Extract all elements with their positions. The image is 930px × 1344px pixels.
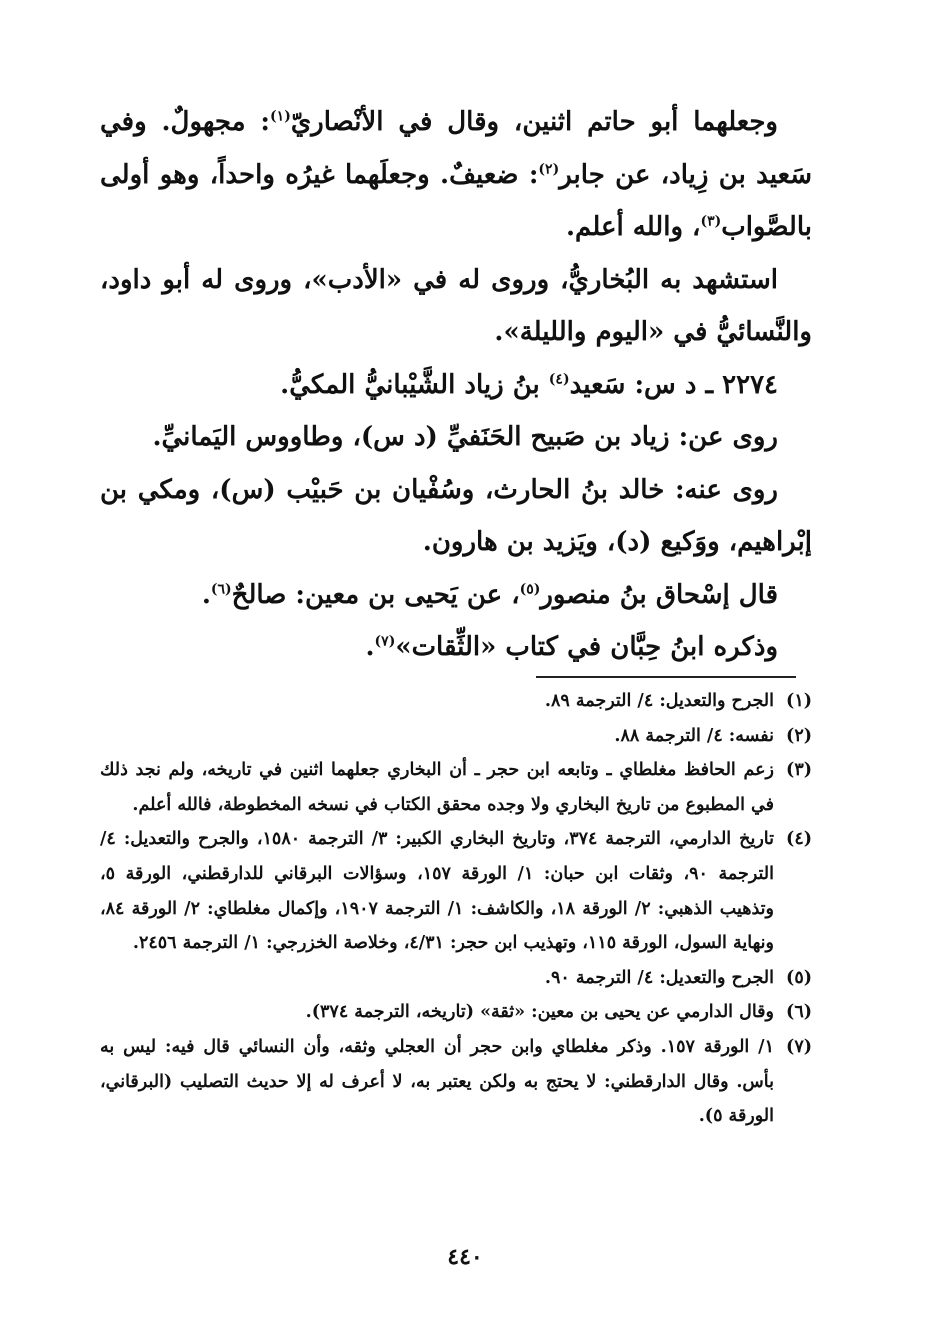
footnote-text: وقال الدارمي عن يحيى بن معين: «ثقة» (تاريخه، الترجمة ٣٧٤). [305, 1002, 774, 1023]
text-segment: . [365, 632, 375, 662]
footnote-text: ١/ الورقة ١٥٧. وذكر مغلطاي وابن حجر أن العجلي وثقه، وأن النسائي قال فيه: ليس به بأس. وقال الدارقطني: لا يحتج به ولكن يعتبر به، لا أعرف له إلا حديث التصليب (البرقاني، الورقة ٥). [100, 1036, 774, 1127]
footnote-marker: (٧) [374, 633, 396, 650]
footnote-marker: (٦) [210, 580, 232, 597]
text-segment: ٢٢٧٤ ـ د س: سَعيد [569, 369, 778, 400]
text-segment: روى عنه: خالد بنُ الحارث، وسُفْيان بن حَبيْب (س)، ومكي بن إبْراهيم، ووَكيع (د)، ويَزيد بن هارون. [100, 474, 812, 557]
footnote-number: (٦) [786, 1002, 812, 1023]
footnote-marker: (٥) [519, 580, 541, 597]
footnote-number: (٣) [786, 760, 812, 781]
footnote-text: زعم الحافظ مغلطاي ـ وتابعه ابن حجر ـ أن البخاري جعلهما اثنين في تاريخه، ولم نجد ذلك في المطبوع من تاريخ البخاري ولا وجده محقق الكتاب في نسخه المخطوطة، فالله أعلم. [100, 760, 774, 815]
text-segment: وذكره ابنُ حِبَّان في كتاب «الثِّقات» [395, 632, 778, 662]
footnote-number: (٢) [786, 725, 812, 746]
footnote-marker: (١) [270, 108, 291, 125]
footnote-item [100, 1030, 812, 1134]
text-segment: : مجهولٌ. وفي سَعيد بن زِياد، عن جابر [100, 107, 813, 190]
text-segment: . [201, 579, 211, 610]
footnote-item [100, 719, 812, 754]
text-segment: ، عن يَحيى بن معين: صالحٌ [231, 579, 520, 610]
main-text-body [100, 96, 812, 674]
footnote-number: (٧) [786, 1036, 812, 1057]
body-paragraph [100, 464, 812, 569]
footnote-text: تاريخ الدارمي، الترجمة ٣٧٤، وتاريخ البخاري الكبير: ٣/ الترجمة ١٥٨٠، والجرح والتعديل: ٤/ الترجمة ٩٠، وثقات ابن حبان: ١/ الورقة ١٥٧، وسؤالات البرقاني للدارقطني، الورقة ٥، وتذهيب الذهبي: ٢/ الورقة ١٨، والكاشف: ١/ الترجمة ١٩٠٧، وإكمال مغلطاي: ٢/ الورقة ٨٤، ونهاية السول، الورقة ١١٥، وتهذيب ابن حجر: ٤/٣١، وخلاصة الخزرجي: ١/ الترجمة ٢٤٥٦. [100, 829, 775, 954]
footnote-marker: (٣) [700, 213, 722, 230]
body-paragraph [100, 621, 812, 674]
body-paragraph [100, 411, 812, 464]
footnote-number: (١) [786, 691, 812, 711]
footnote-item [100, 822, 812, 960]
footnote-text: الجرح والتعديل: ٤/ الترجمة ٨٩. [544, 691, 774, 711]
page-number: ٤٤٠ [447, 1244, 483, 1270]
entry-heading [100, 359, 812, 412]
footnote-divider [536, 676, 796, 678]
body-paragraph [100, 569, 812, 622]
footnote-text: الجرح والتعديل: ٤/ الترجمة ٩٠. [544, 967, 774, 988]
footnote-item [100, 753, 812, 822]
text-segment: قال إسْحاق بنُ منصور [540, 579, 778, 610]
footnote-item [100, 995, 812, 1030]
footnote-marker: (٢) [538, 160, 560, 177]
footnote-marker: (٤) [548, 370, 570, 387]
text-segment: ، والله أعلم. [566, 212, 701, 242]
footnote-text: نفسه: ٤/ الترجمة ٨٨. [614, 725, 774, 746]
footnote-item [100, 961, 812, 996]
text-segment: روى عن: زياد بن صَبيح الحَنَفيِّ (د س)، وطاووس اليَمانيِّ. [152, 422, 778, 452]
body-paragraph [100, 96, 812, 254]
body-paragraph [100, 254, 812, 359]
text-segment: استشهد به البُخاريُّ، وروى له في «الأدب»، وروى له أبو داود، والنَّسائيُّ في «اليوم والليلة». [100, 264, 812, 347]
text-segment: وجعلهما أبو حاتم اثنين، وقال في الأنْصاريّ [290, 107, 778, 137]
footnote-number: (٥) [786, 967, 812, 988]
text-segment: : ضعيفٌ. وجعلَهما غيرُه واحداً، وهو أولى بالصَّواب [100, 159, 812, 242]
footnote-number: (٤) [786, 829, 812, 850]
text-segment: بنُ زياد الشَّيْبانيُّ المكيُّ. [280, 369, 549, 400]
footnote-item [100, 684, 812, 719]
footnotes-section [100, 684, 812, 1134]
